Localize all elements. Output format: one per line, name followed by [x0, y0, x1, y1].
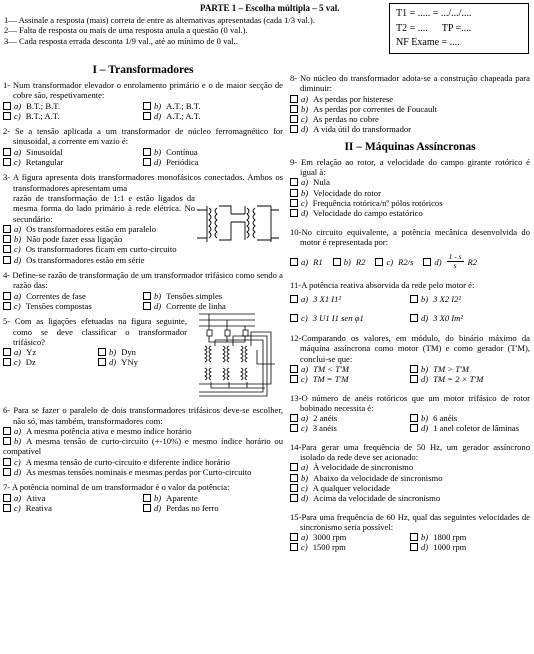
checkbox[interactable] [3, 256, 11, 264]
option-2a[interactable]: a) Sinusoidal [3, 147, 143, 157]
option-9a[interactable]: a) Nula [290, 177, 530, 187]
question-stem: 3- A figura apresenta dois transformadores monofásicos conectados. Ambos os transformadores apresentam uma [3, 172, 283, 193]
checkbox[interactable] [3, 225, 11, 233]
option-8d[interactable]: d) A vida útil do transformador [290, 124, 530, 134]
checkbox[interactable] [143, 158, 151, 166]
option-7a[interactable]: a) Ativa [3, 493, 143, 503]
checkbox[interactable] [290, 189, 298, 197]
checkbox[interactable] [375, 258, 383, 266]
option-6d[interactable]: d) As mesmas tensões nominais e mesmas perdas por Curto-circuito [3, 467, 283, 477]
option-11a[interactable]: a) 3 X1 I1² [290, 294, 410, 304]
question-stem-continued: razão de transformação de 1:1 e estão ligados da mesma forma do lado primário à rede elétrica. No secundário: [13, 192, 195, 224]
option-2b[interactable]: b) Contínua [143, 147, 283, 157]
option-15d[interactable]: d) 1000 rpm [410, 542, 530, 552]
question-stem: 15-Para uma frequência de 60 Hz, qual das seguintes velocidades de sincronismo seria possível: [290, 511, 530, 532]
option-14b[interactable]: b) Abaixo da velocidade de sincronismo [290, 473, 530, 483]
option-8c[interactable]: c) As perdas no cobre [290, 114, 530, 124]
option-4c[interactable]: c) Tensões compostas [3, 301, 143, 311]
checkbox[interactable] [290, 484, 298, 492]
option-5d[interactable]: d) YNy [98, 357, 193, 367]
checkbox[interactable] [290, 178, 298, 186]
checkbox[interactable] [410, 314, 418, 322]
option-12c[interactable]: c) TM = T'M [290, 374, 410, 384]
option-10d[interactable]: d) $\frac{1 - s}{s}$ R2 [423, 253, 477, 270]
question-stem: 7- A potência nominal de um transformador é o valor da potência: [3, 482, 230, 493]
checkbox[interactable] [410, 424, 418, 432]
option-1a[interactable]: a) B.T.; B.T. [3, 101, 143, 111]
option-10c[interactable]: c) R2/s [375, 257, 413, 267]
option-14d[interactable]: d) Acima da velocidade de sincronismo [290, 493, 530, 503]
question-5 [3, 316, 283, 400]
column-right [290, 73, 530, 558]
checkbox[interactable] [143, 302, 151, 310]
option-1c[interactable]: c) B.T.; A.T. [3, 111, 143, 121]
section-title-transformers: I – Transformadores [92, 64, 194, 76]
question-stem: 10-No circuito equivalente, a potência mecânica desenvolvida do motor é representada por: [290, 226, 530, 247]
question-3 [3, 172, 283, 265]
question-6 [3, 405, 283, 477]
option-8b[interactable]: b) As perdas por correntes de Foucault [290, 104, 530, 114]
option-14a[interactable]: a) À velocidade de sincronismo [290, 462, 530, 472]
option-4b[interactable]: b) Tensões simples [143, 291, 283, 301]
checkbox[interactable] [290, 424, 298, 432]
checkbox[interactable] [333, 258, 341, 266]
option-5a[interactable]: a) Yz [3, 347, 98, 357]
transformer-connection-figure [195, 200, 281, 246]
checkbox[interactable] [423, 258, 431, 266]
option-2d[interactable]: d) Periódica [143, 157, 283, 167]
option-9c[interactable]: c) Frequência rotórica/nº pólos rotóricos [290, 198, 530, 208]
checkbox[interactable] [290, 533, 298, 541]
option-1b[interactable]: b) A.T.; B.T. [143, 101, 283, 111]
instruction-3: 3— Cada resposta errada desconta 1/9 val., até ao mínimo de 0 val.. [4, 35, 238, 46]
checkbox[interactable] [143, 504, 151, 512]
instruction-2: 2— Falta de resposta ou mais de uma resposta anula a questão (0 val.). [4, 25, 248, 36]
option-2c[interactable]: c) Retangular [3, 157, 143, 167]
checkbox[interactable] [3, 158, 11, 166]
question-stem: 13-O número de anéis rotóricos que um motor trifásico de rotor bobinado necessita é: [290, 392, 530, 413]
option-14c[interactable]: c) A qualquer velocidade [290, 483, 530, 493]
option-11d[interactable]: d) 3 X0 Im² [410, 313, 530, 323]
instruction-1: 1— Assinale a resposta (mais) correta de entre as alternativas apresentadas (cada 1/3 val.). [4, 15, 315, 25]
option-12a[interactable]: a) TM < T'M [290, 364, 410, 374]
question-10 [290, 227, 530, 271]
option-11b[interactable]: b) 3 X2 I2² [410, 294, 530, 304]
question-stem: 5- Com as ligações efetuadas na figura seguinte, como se deve classificar o transformador trifásico? [3, 316, 187, 347]
option-15c[interactable]: c) 1500 rpm [290, 542, 410, 552]
option-7c[interactable]: c) Reativa [3, 503, 143, 513]
checkbox[interactable] [143, 102, 151, 110]
checkbox[interactable] [410, 365, 418, 373]
checkbox[interactable] [3, 148, 11, 156]
option-10b[interactable]: b) R2 [333, 257, 366, 267]
checkbox[interactable] [290, 375, 298, 383]
question-stem: 6- Para se fazer o paralelo de dois transformadores trifásicos deve-se escolher, não só, mas também, transformadores com: [3, 405, 283, 426]
checkbox[interactable] [3, 468, 11, 476]
question-stem: 12-Comparando os valores, em módulo, do binário máximo da máquina assíncrona como motor (TM) e como gerador (T'M), conclui-se que: [290, 333, 530, 364]
option-3c[interactable]: c) Os transformadores ficam em curto-circuito [3, 244, 283, 254]
checkbox[interactable] [143, 494, 151, 502]
instructions [4, 15, 382, 46]
checkbox[interactable] [3, 427, 11, 435]
option-13c[interactable]: c) 3 anéis [290, 423, 410, 433]
option-11c[interactable]: c) 3 U1 I1 sen φ1 [290, 313, 410, 323]
score-nf: NF Exame = .... [396, 37, 460, 48]
score-t2: T2 = .... [396, 22, 428, 34]
question-13 [290, 393, 530, 434]
option-15a[interactable]: a) 3000 rpm [290, 532, 410, 542]
checkbox[interactable] [290, 414, 298, 422]
checkbox[interactable] [290, 314, 298, 322]
checkbox[interactable] [410, 414, 418, 422]
option-13d[interactable]: d) 1 anel coletor de lâminas [410, 423, 530, 433]
question-12 [290, 333, 530, 384]
question-11 [290, 280, 530, 323]
checkbox[interactable] [3, 235, 11, 243]
score-box [389, 3, 529, 54]
question-stem: 1- Num transformador elevador o enrolamento primário e o de maior secção de cobre são, respetivamente: [3, 80, 283, 101]
checkbox[interactable] [3, 358, 11, 366]
checkbox[interactable] [290, 125, 298, 133]
checkbox[interactable] [3, 112, 11, 120]
question-9 [290, 157, 530, 219]
checkbox[interactable] [143, 148, 151, 156]
checkbox[interactable] [143, 292, 151, 300]
checkbox[interactable] [410, 375, 418, 383]
column-left [3, 64, 283, 518]
checkbox[interactable] [410, 533, 418, 541]
checkbox[interactable] [290, 209, 298, 217]
option-1d[interactable]: d) A.T.; A.T. [143, 111, 283, 121]
checkbox[interactable] [3, 458, 11, 466]
checkbox[interactable] [98, 348, 106, 356]
question-1 [3, 80, 283, 121]
option-13a[interactable]: a) 2 anéis [290, 413, 410, 423]
option-4d[interactable]: d) Corrente de linha [143, 301, 283, 311]
checkbox[interactable] [290, 295, 298, 303]
question-2 [3, 126, 283, 167]
option-5c[interactable]: c) Dz [3, 357, 98, 367]
checkbox[interactable] [290, 365, 298, 373]
question-15 [290, 512, 530, 553]
checkbox[interactable] [3, 348, 11, 356]
option-3b[interactable]: b) Não pode fazer essa ligação [3, 234, 283, 244]
option-12b[interactable]: b) TM > T'M [410, 364, 530, 374]
checkbox[interactable] [290, 543, 298, 551]
question-stem: 2- Se a tensão aplicada a um transformador de núcleo ferromagnético for sinusoidal, a corrente em vazio é: [3, 126, 283, 147]
checkbox[interactable] [290, 258, 298, 266]
option-9d[interactable]: d) Velocidade do campo estatórico [290, 208, 530, 218]
checkbox[interactable] [290, 115, 298, 123]
option-6a[interactable]: a) A mesma potência ativa e mesmo índice horário [3, 426, 283, 436]
checkbox[interactable] [290, 95, 298, 103]
checkbox[interactable] [290, 494, 298, 502]
checkbox[interactable] [3, 504, 11, 512]
checkbox[interactable] [98, 358, 106, 366]
checkbox[interactable] [290, 105, 298, 113]
checkbox[interactable] [3, 245, 11, 253]
question-4 [3, 270, 283, 311]
option-3d[interactable]: d) Os transformadores estão em série [3, 255, 283, 265]
option-13b[interactable]: b) 6 anéis [410, 413, 530, 423]
question-stem: 11-A potência reativa absorvida da rede pelo motor é: [290, 280, 475, 291]
question-7 [3, 482, 283, 513]
option-4a[interactable]: a) Correntes de fase [3, 291, 143, 301]
checkbox[interactable] [143, 112, 151, 120]
question-stem: 4- Define-se razão de transformação de um transformador trifásico como sendo a razão das: [3, 270, 283, 291]
checkbox[interactable] [290, 463, 298, 471]
option-8a[interactable]: a) As perdas por histerese [290, 94, 530, 104]
option-10a[interactable]: a) R1 [290, 257, 323, 267]
option-7b[interactable]: b) Aparente [143, 493, 283, 503]
checkbox[interactable] [3, 437, 11, 445]
checkbox[interactable] [3, 292, 11, 300]
option-12d[interactable]: d) TM = 2 × T'M [410, 374, 530, 384]
checkbox[interactable] [290, 474, 298, 482]
fraction: $\frac{1 - s}{s}$ [448, 252, 462, 271]
score-t1: T1 = ..... = .../.../.... [396, 8, 472, 19]
question-stem: 14-Para gerar uma frequência de 50 Hz, um gerador assíncrono isolado da rede deve ser acionado: [290, 441, 530, 463]
option-5b[interactable]: b) Dyn [98, 347, 193, 357]
question-8 [290, 73, 530, 135]
question-14 [290, 442, 530, 504]
checkbox[interactable] [3, 494, 11, 502]
checkbox[interactable] [410, 295, 418, 303]
section-title-machines: II – Máquinas Assíncronas [344, 140, 476, 153]
checkbox[interactable] [3, 302, 11, 310]
option-6b[interactable]: b) A mesma tensão de curto-circuito (+-10%) e mesmo índice horário ou compatível [3, 436, 283, 457]
option-3a[interactable]: a) Os transformadores estão em paralelo [3, 224, 283, 234]
three-phase-connection-figure [195, 310, 281, 400]
option-7d[interactable]: d) Perdas no ferro [143, 503, 283, 513]
option-9b[interactable]: b) Velocidade do rotor [290, 188, 530, 198]
page-title: PARTE 1 – Escolha múltipla – 5 val. [200, 3, 340, 13]
checkbox[interactable] [290, 199, 298, 207]
checkbox[interactable] [3, 102, 11, 110]
option-6c[interactable]: c) A mesma tensão de curto-circuito e diferente índice horário [3, 457, 283, 467]
score-tp: TP =.... [441, 22, 472, 34]
question-stem: 9- Em relação ao rotor, a velocidade do campo girante rotórico é igual à: [290, 156, 530, 178]
question-stem: 8- No núcleo do transformador adota-se a construção chapeada para diminuir: [290, 73, 530, 94]
option-15b[interactable]: b) 1800 rpm [410, 532, 530, 542]
checkbox[interactable] [410, 543, 418, 551]
